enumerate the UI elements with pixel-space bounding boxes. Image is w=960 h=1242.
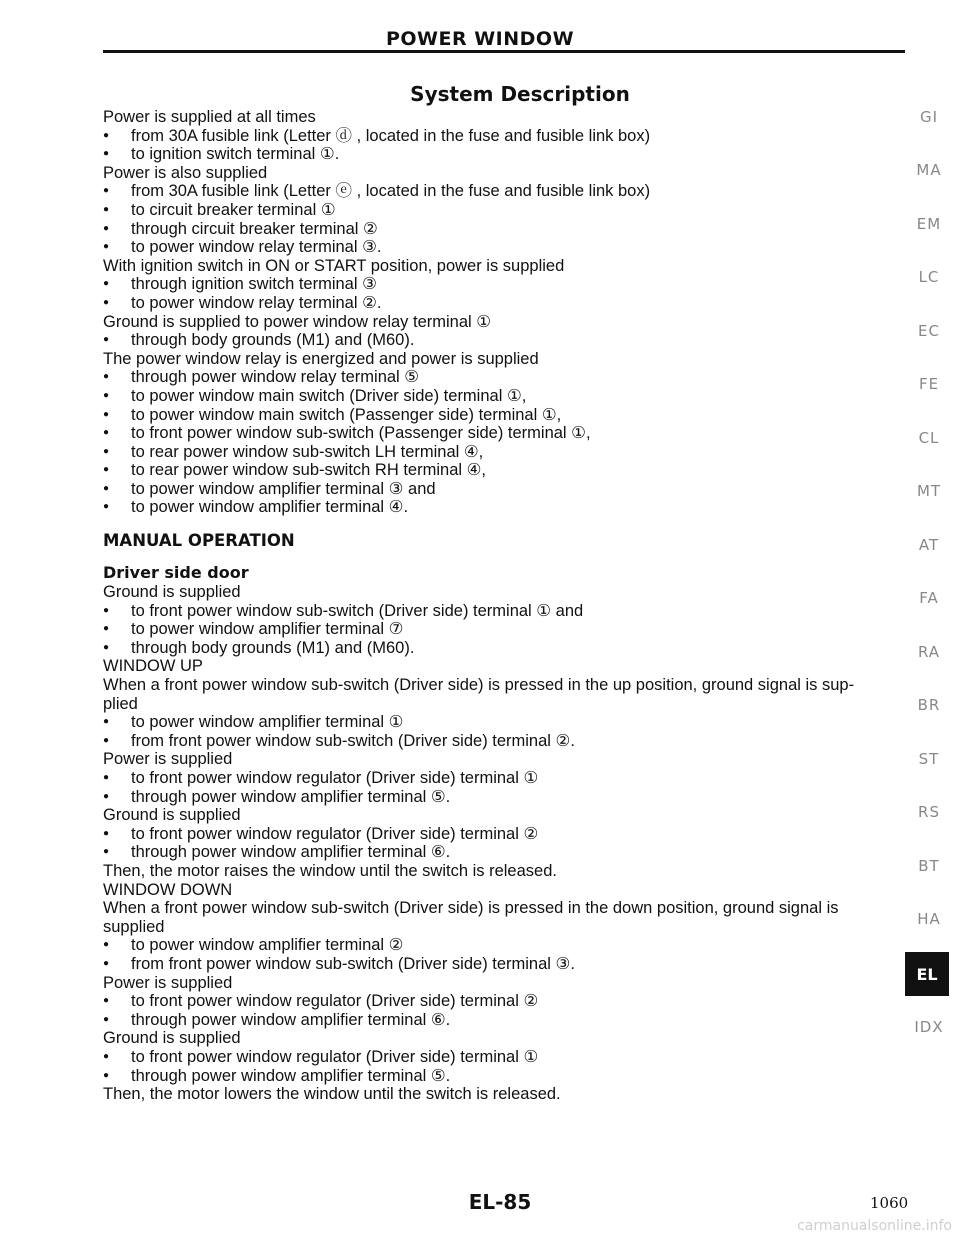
- section-tab-idx: IDX: [914, 1018, 944, 1036]
- section-tab-rs: RS: [918, 803, 940, 821]
- driver-text-line: supplied: [103, 917, 165, 936]
- driver-side-door-text: [103, 583, 903, 1104]
- driver-text-line: WINDOW UP: [103, 657, 203, 676]
- driver-side-door-heading: Driver side door: [103, 563, 249, 583]
- driver-text-line: Then, the motor lowers the window until the switch is released.: [103, 1085, 561, 1104]
- page-title: POWER WINDOW: [385, 28, 575, 50]
- section-tab-st: ST: [918, 750, 940, 768]
- driver-bullet-line: ● from front power window sub-switch (Driver side) terminal ③.: [103, 955, 903, 974]
- driver-bullet-line: ● to power window amplifier terminal ⑦: [103, 620, 903, 639]
- driver-bullet-line: ● to front power window regulator (Driver side) terminal ①: [103, 769, 903, 788]
- driver-bullet-line: ● to front power window sub-switch (Driver side) terminal ① and: [103, 602, 903, 621]
- description-bullet-line: ● to power window amplifier terminal ③ and: [103, 480, 903, 499]
- driver-text-line: Then, the motor raises the window until the switch is released.: [103, 861, 557, 880]
- driver-text-line: Ground is supplied: [103, 1029, 241, 1048]
- system-description-text: [103, 108, 903, 517]
- description-bullet-line: ● to rear power window sub-switch RH terminal ④,: [103, 461, 903, 480]
- driver-bullet-line: ● from front power window sub-switch (Driver side) terminal ②.: [103, 732, 903, 751]
- section-tab-fe: FE: [918, 375, 940, 393]
- manual-operation-heading: MANUAL OPERATION: [103, 531, 295, 551]
- description-text-line: Power is also supplied: [103, 163, 268, 182]
- sheet-number: 1060: [870, 1194, 909, 1212]
- description-text-line: Ground is supplied to power window relay terminal ①: [103, 312, 492, 331]
- driver-bullet-line: ● through body grounds (M1) and (M60).: [103, 639, 903, 658]
- driver-text-line: plied: [103, 694, 138, 713]
- description-text-line: Power is supplied at all times: [103, 108, 316, 126]
- driver-bullet-line: ● through power window amplifier terminal ⑤.: [103, 1067, 903, 1086]
- section-tab-ec: EC: [918, 322, 940, 340]
- section-tab-ma: MA: [916, 161, 942, 179]
- description-bullet-line: ● from 30A fusible link (Letter ⓔ , located in the fuse and fusible link box): [103, 182, 903, 201]
- section-tab-fa: FA: [919, 589, 939, 607]
- driver-text-line: Power is supplied: [103, 973, 233, 992]
- section-title: System Description: [410, 82, 630, 106]
- page-number: EL-85: [468, 1190, 532, 1214]
- section-tab-lc: LC: [918, 268, 940, 286]
- driver-bullet-line: ● to front power window regulator (Driver side) terminal ②: [103, 992, 903, 1011]
- driver-bullet-line: ● to power window amplifier terminal ②: [103, 936, 903, 955]
- watermark: carmanualsonline.info: [797, 1218, 952, 1234]
- driver-text-line: Ground is supplied: [103, 583, 241, 602]
- description-bullet-line: ● to rear power window sub-switch LH terminal ④,: [103, 443, 903, 462]
- description-bullet-line: ● through body grounds (M1) and (M60).: [103, 331, 903, 350]
- driver-text-line: When a front power window sub-switch (Driver side) is pressed in the down position, ground signal is: [103, 899, 839, 918]
- section-tab-ha: HA: [917, 910, 941, 928]
- driver-bullet-line: ● to power window amplifier terminal ①: [103, 713, 903, 732]
- description-text-line: The power window relay is energized and power is supplied: [103, 349, 539, 368]
- section-tab-gi: GI: [919, 108, 939, 126]
- description-bullet-line: ● to front power window sub-switch (Passenger side) terminal ①,: [103, 424, 903, 443]
- driver-bullet-line: ● through power window amplifier terminal ⑥.: [103, 843, 903, 862]
- description-bullet-line: ● to power window relay terminal ③.: [103, 238, 903, 257]
- description-bullet-line: ● to ignition switch terminal ①.: [103, 145, 903, 164]
- description-bullet-line: ● to power window relay terminal ②.: [103, 294, 903, 313]
- description-bullet-line: ● through circuit breaker terminal ②: [103, 220, 903, 239]
- driver-bullet-line: ● through power window amplifier terminal ⑤.: [103, 788, 903, 807]
- driver-text-line: Ground is supplied: [103, 806, 241, 825]
- description-bullet-line: ● to power window amplifier terminal ④.: [103, 498, 903, 517]
- description-bullet-line: ● to power window main switch (Passenger side) terminal ①,: [103, 406, 903, 425]
- section-tab-el: EL: [905, 952, 949, 996]
- description-bullet-line: ● to circuit breaker terminal ①: [103, 201, 903, 220]
- description-bullet-line: ● through power window relay terminal ⑤: [103, 368, 903, 387]
- driver-text-line: WINDOW DOWN: [103, 880, 233, 899]
- section-tab-mt: MT: [916, 482, 942, 500]
- description-bullet-line: ● through ignition switch terminal ③: [103, 275, 903, 294]
- driver-bullet-line: ● to front power window regulator (Driver side) terminal ①: [103, 1048, 903, 1067]
- document-body: [103, 108, 903, 1104]
- driver-text-line: Power is supplied: [103, 750, 233, 769]
- description-bullet-line: ● from 30A fusible link (Letter ⓓ , located in the fuse and fusible link box): [103, 127, 903, 146]
- driver-text-line: When a front power window sub-switch (Driver side) is pressed in the up position, ground signal is sup-: [103, 676, 855, 695]
- section-tab-at: AT: [918, 536, 940, 554]
- description-text-line: With ignition switch in ON or START position, power is supplied: [103, 256, 565, 275]
- driver-bullet-line: ● through power window amplifier terminal ⑥.: [103, 1011, 903, 1030]
- driver-bullet-line: ● to front power window regulator (Driver side) terminal ②: [103, 825, 903, 844]
- section-tab-cl: CL: [918, 429, 940, 447]
- section-tab-br: BR: [917, 696, 941, 714]
- section-tab-ra: RA: [917, 643, 941, 661]
- section-tab-em: EM: [916, 215, 942, 233]
- description-bullet-line: ● to power window main switch (Driver side) terminal ①,: [103, 387, 903, 406]
- section-tab-bt: BT: [918, 857, 940, 875]
- header-rule: [103, 50, 905, 53]
